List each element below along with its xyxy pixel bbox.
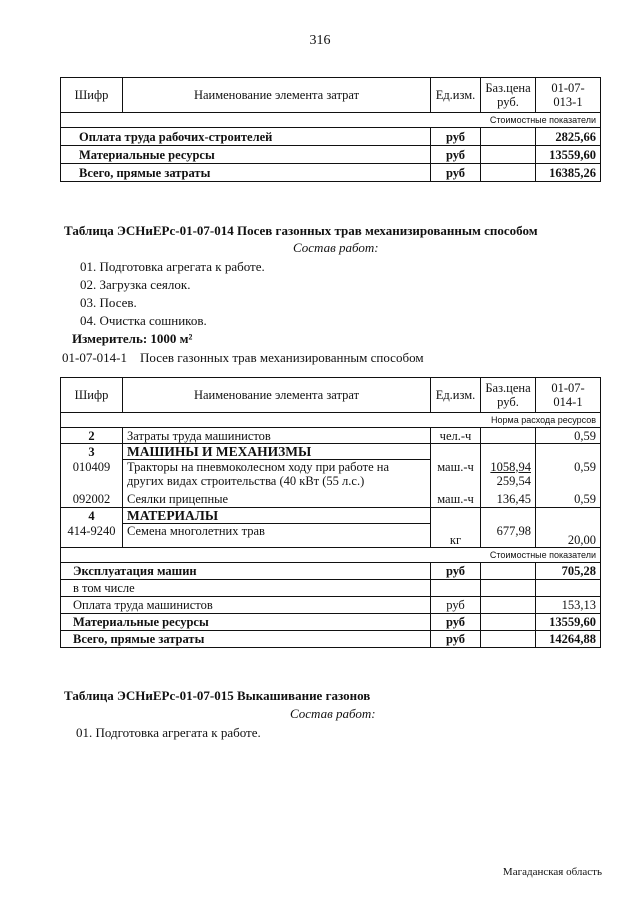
resource-code: 3 [61, 444, 123, 460]
total-unit [431, 580, 481, 597]
cost-value: 16385,26 [536, 164, 601, 182]
page-number: 316 [309, 33, 331, 48]
resource-unit: чел.-ч [431, 428, 481, 444]
cost-unit: руб [431, 164, 481, 182]
header-name: Наименование элемента затрат [123, 78, 431, 113]
subheader: Стоимостные показатели [61, 548, 601, 563]
cost-name: Материальные ресурсы [61, 146, 431, 164]
section-heading: МАШИНЫ И МЕХАНИЗМЫ [123, 444, 431, 460]
cost-unit: руб [431, 128, 481, 146]
resource-name: Затраты труда машинистов [123, 428, 431, 444]
header-unit: Ед.изм. [431, 378, 481, 413]
total-value: 153,13 [536, 597, 601, 614]
work-composition-title: Состав работ: [293, 240, 379, 255]
resource-price: 259,54 [496, 473, 531, 488]
resource-code: 092002 [61, 492, 123, 508]
resource-price: 1058,94 [490, 459, 531, 474]
resource-name: Тракторы на пневмоколесном ходу при работе на других видах строительства (40 кВт (55 л.с.) [123, 460, 431, 492]
resource-unit: кг [431, 524, 481, 548]
table-title: Таблица ЭСНиЕРс-01-07-014 Посев газонных трав механизированным способом [64, 223, 538, 238]
cost-name: Всего, прямые затраты [61, 164, 431, 182]
work-item: 03. Посев. [80, 295, 137, 310]
cost-unit: руб [431, 146, 481, 164]
total-name: Эксплуатация машин [61, 563, 431, 580]
resource-value: 20,00 [536, 524, 601, 548]
resource-code: 2 [61, 428, 123, 444]
resource-price: 677,98 [481, 524, 536, 548]
total-value: 14264,88 [536, 631, 601, 648]
header-code: Шифр [61, 378, 123, 413]
work-composition-title: Состав работ: [290, 706, 376, 721]
table-title: Таблица ЭСНиЕРс-01-07-015 Выкашивание газонов [64, 688, 371, 703]
work-item: 04. Очистка сошников. [80, 313, 207, 328]
footer-region: Магаданская область [502, 866, 602, 878]
total-unit: руб [431, 614, 481, 631]
header-base-price: Баз.цена руб. [481, 78, 536, 113]
subheader: Стоимостные показатели [61, 113, 601, 128]
header-column-code: 01-07-013-1 [536, 78, 601, 113]
total-unit: руб [431, 631, 481, 648]
total-name: в том числе [61, 580, 431, 597]
cost-table-2 [60, 377, 601, 648]
total-value: 705,28 [536, 563, 601, 580]
total-name: Материальные ресурсы [61, 614, 431, 631]
resource-code: 010409 [61, 460, 123, 492]
total-unit: руб [431, 597, 481, 614]
subheader: Норма расхода ресурсов [61, 413, 601, 428]
resource-unit: маш.-ч [431, 492, 481, 508]
total-name: Оплата труда машинистов [61, 597, 431, 614]
cost-value: 13559,60 [536, 146, 601, 164]
resource-name: Сеялки прицепные [123, 492, 431, 508]
resource-name: Семена многолетних трав [123, 524, 431, 548]
resource-value: 0,59 [536, 460, 601, 492]
cost-name: Оплата труда рабочих-строителей [61, 128, 431, 146]
header-unit: Ед.изм. [431, 78, 481, 113]
item-line: 01-07-014-1 Посев газонных трав механизированным способом [62, 350, 424, 365]
resource-code: 4 [61, 508, 123, 524]
cost-value: 2825,66 [536, 128, 601, 146]
total-value [536, 580, 601, 597]
header-code: Шифр [61, 78, 123, 113]
measurer: Измеритель: 1000 м² [72, 331, 193, 346]
header-name: Наименование элемента затрат [123, 378, 431, 413]
header-column-code: 01-07-014-1 [536, 378, 601, 413]
total-name: Всего, прямые затраты [61, 631, 431, 648]
section-heading: МАТЕРИАЛЫ [123, 508, 431, 524]
total-value: 13559,60 [536, 614, 601, 631]
resource-value: 0,59 [536, 492, 601, 508]
work-item: 01. Подготовка агрегата к работе. [76, 725, 261, 740]
work-item: 01. Подготовка агрегата к работе. [80, 259, 265, 274]
total-unit: руб [431, 563, 481, 580]
resource-code: 414-9240 [61, 524, 123, 548]
work-item: 02. Загрузка сеялок. [80, 277, 191, 292]
resource-price: 136,45 [481, 492, 536, 508]
resource-value: 0,59 [536, 428, 601, 444]
header-base-price: Баз.цена руб. [481, 378, 536, 413]
cost-table-1 [60, 77, 601, 182]
resource-unit: маш.-ч [431, 460, 481, 492]
